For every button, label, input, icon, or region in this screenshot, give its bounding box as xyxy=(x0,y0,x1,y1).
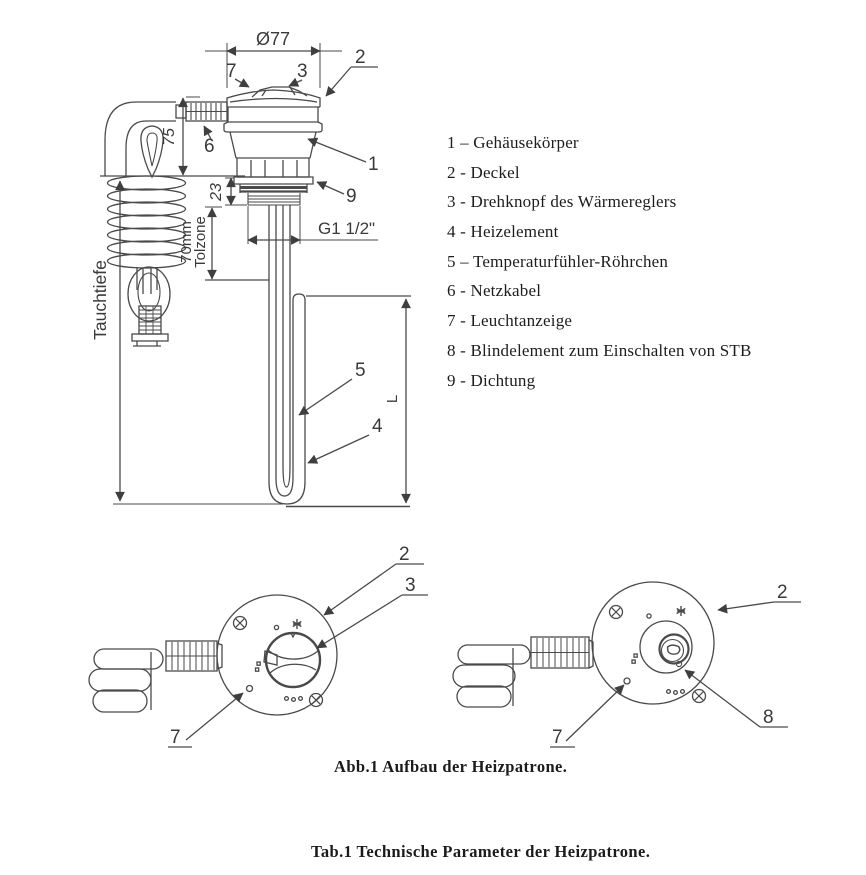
legend-item-4: 4 - Heizelement xyxy=(447,222,559,242)
cable-gland-face xyxy=(531,637,589,668)
cord-end-loop xyxy=(128,267,170,321)
callout-9-main: 9 xyxy=(346,186,357,207)
callout-7-blind-view: 7 xyxy=(552,727,563,748)
heating-tubes xyxy=(269,205,305,504)
cap-face xyxy=(592,582,714,704)
cable-gland-face xyxy=(166,641,217,671)
end-view-knob xyxy=(89,564,428,747)
plug-face xyxy=(453,645,530,707)
knob-seat-circle xyxy=(640,621,692,673)
thermostat-knob xyxy=(264,633,320,687)
parts-legend xyxy=(447,133,752,400)
callout-5-main: 5 xyxy=(355,360,366,381)
dim-immersion-label: Tauchtiefe xyxy=(90,260,110,340)
callout-8-blind-view: 8 xyxy=(763,707,774,728)
coiled-cord xyxy=(108,176,186,268)
callout-4-main: 4 xyxy=(372,416,383,437)
callout-6-main: 6 xyxy=(204,136,215,157)
dim-length-label: L xyxy=(384,394,401,404)
plug-face xyxy=(89,649,163,712)
dim-deadzone-value: 70mm xyxy=(178,221,195,263)
plug-side xyxy=(132,306,168,346)
blind-element xyxy=(660,635,689,667)
callout-leaders-main xyxy=(204,67,378,463)
main-section-view xyxy=(100,43,411,507)
dim-deadzone-label: Tolzone xyxy=(192,216,209,268)
cap-deckel xyxy=(227,87,320,107)
legend-item-5: 5 – Temperaturfühler-Röhrchen xyxy=(447,251,669,271)
legend-item-6: 6 - Netzkabel xyxy=(447,281,542,301)
indicator-lamp xyxy=(247,686,253,692)
legend-item-8: 8 - Blindelement zum Einschalten von STB xyxy=(447,340,752,360)
legend-item-1: 1 – Gehäusekörper xyxy=(447,133,579,152)
dim-thread-label: G1 1/2" xyxy=(318,219,376,238)
housing-body xyxy=(224,107,322,205)
snowflake-icon xyxy=(677,606,686,616)
legend-item-7: 7 - Leuchtanzeige xyxy=(447,311,573,331)
end-view-blind xyxy=(453,582,801,747)
dim-75-label: 75 xyxy=(161,128,178,146)
callout-2-main: 2 xyxy=(355,47,366,68)
dim-diameter-label: Ø77 xyxy=(255,29,291,49)
callout-2-blind-view: 2 xyxy=(777,582,788,603)
callout-3-main: 3 xyxy=(297,61,308,82)
callout-7-knob-view: 7 xyxy=(170,727,181,748)
legend-item-9: 9 - Dichtung xyxy=(447,370,536,390)
indicator-lamp xyxy=(624,678,630,684)
snowflake-icon xyxy=(293,619,302,629)
callout-1-main: 1 xyxy=(368,154,379,175)
dim-23-label: 23 xyxy=(208,183,225,201)
strain-relief-loop xyxy=(141,126,163,177)
callout-2-knob-view: 2 xyxy=(399,544,410,565)
legend-item-2: 2 - Deckel xyxy=(447,162,520,182)
screw-icon xyxy=(234,617,323,707)
table-caption: Tab.1 Technische Parameter der Heizpatrone. xyxy=(311,842,651,861)
legend-item-3: 3 - Drehknopf des Wärmereglers xyxy=(447,192,677,212)
callout-7-main: 7 xyxy=(226,61,237,82)
figure-caption: Abb.1 Aufbau der Heizpatrone. xyxy=(334,757,568,776)
callout-3-knob-view: 3 xyxy=(405,575,416,596)
